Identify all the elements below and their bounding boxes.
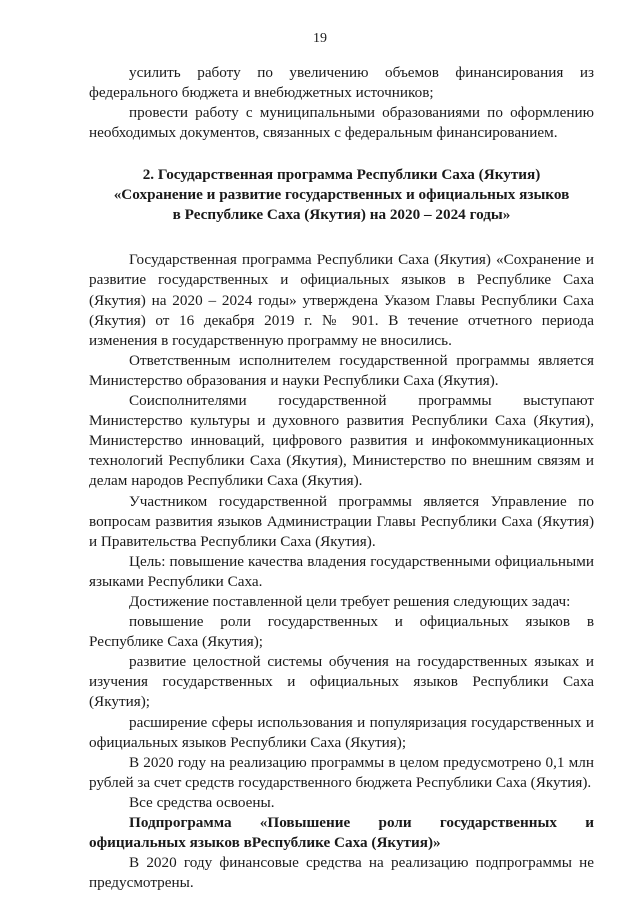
participant-paragraph: Участником государственной программы является Управление по вопросам развития языков Администрации Главы Республики Саха (Якутия) и Правительства Республики Саха (Якутия). [89,492,594,550]
funding-paragraph: В 2020 году на реализацию программы в целом предусмотрено 0,1 млн рублей за счет средств государственного бюджета Республики Саха (Якутия). [89,753,594,791]
page-content [89,63,594,893]
intro-paragraph-2: провести работу с муниципальными образованиями по оформлению необходимых документов, связанных с федеральным финансированием. [89,104,594,142]
task-item-3: расширение сферы использования и популяризация государственных и официальных языков Республики Саха (Якутия); [89,713,594,751]
responsible-executor-paragraph: Ответственным исполнителем государственной программы является Министерство образования и науки Республики Саха (Якутия). [89,351,594,389]
program-approval-paragraph: Государственная программа Республики Саха (Якутия) «Сохранение и развитие государственных и официальных языков в Республике Саха (Якутия) на 2020 – 2024 годы» утверждена Указом Главы Республики Саха (Якутия) от 16 декабря 2019 г. № 901. В течение отчетного периода изменения в государственную программу не вносились. [89,251,594,349]
section-heading-line-3: в Республике Саха (Якутия) на 2020 – 2024 годы» [172,206,511,224]
task-item-1: повышение роли государственных и официальных языков в Республике Саха (Якутия); [89,613,594,651]
section-heading-line-1: 2. Государственная программа Республики Саха (Якутия) [142,166,541,184]
subprogram-funding-paragraph: В 2020 году финансовые средства на реализацию подпрограммы не предусмотрены. [89,854,594,892]
intro-paragraph-1: усилить работу по увеличению объемов финансирования из федерального бюджета и внебюджетных источников; [89,64,594,102]
tasks-intro-paragraph: Достижение поставленной цели требует решения следующих задач: [129,592,571,610]
co-executors-paragraph: Соисполнителями государственной программы выступают Министерство культуры и духовного развития Республики Саха (Якутия), Министерство инноваций, цифрового развития и инфокоммуникационных технологий Республики Саха (Якутия), Министерство по внешним связям и делам народов Республики Саха (Якутия). [89,392,594,490]
page-number: 19 [313,31,327,46]
section-heading [89,165,594,225]
section-heading-line-2: «Сохранение и развитие государственных и официальных языков [113,186,570,204]
funds-used-paragraph: Все средства освоены. [129,793,275,811]
subprogram-heading: Подпрограмма «Повышение роли государственных и официальных языков вРеспублике Саха (Якутия)» [89,814,594,852]
goal-paragraph: Цель: повышение качества владения государственными официальными языками Республики Саха. [89,552,594,590]
task-item-2: развитие целостной системы обучения на государственных языках и изучения государственных и официальных языков Республики Саха (Якутия); [89,653,594,711]
